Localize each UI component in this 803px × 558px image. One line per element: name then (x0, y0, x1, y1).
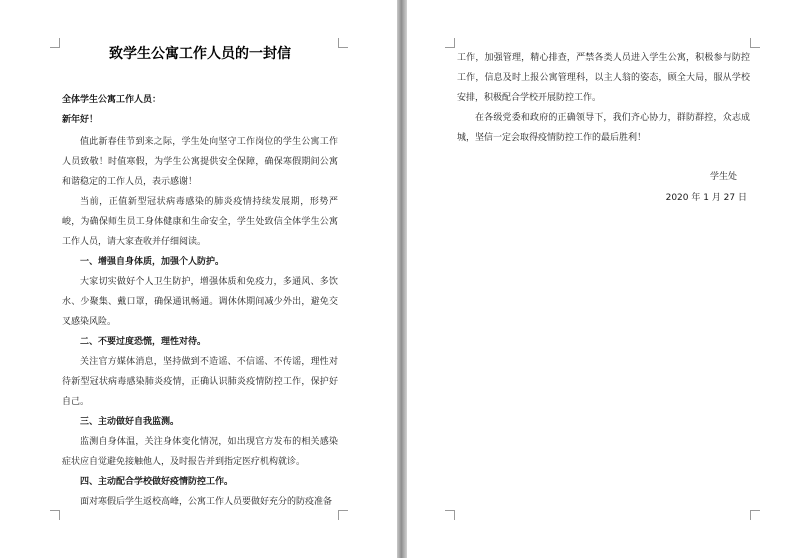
crop-mark-bottom-right (750, 510, 760, 520)
page-2 (407, 0, 803, 558)
section-4-heading: 四、主动配合学校做好疫情防控工作。 (80, 477, 234, 487)
section-4-body-start: 面对寒假后学生返校高峰，公寓工作人员要做好充分的防疫准备 (80, 497, 333, 507)
document-date: 2020 年 1 月 27 日 (665, 193, 747, 203)
crop-mark-top-left (50, 38, 60, 48)
crop-mark-bottom-right (338, 510, 348, 520)
greeting: 新年好！ (62, 115, 99, 125)
signature: 学生处 (709, 172, 737, 182)
section-1-heading: 一、增强自身体质，加强个人防护。 (80, 257, 225, 267)
paragraph-situation: 当前，正值新型冠状病毒感染的肺炎疫情持续发展期，形势严峻，为确保师生员工身体健康和生命安全，学生处致信全体学生公寓工作人员，请大家查收并仔细阅读。 (62, 197, 338, 247)
document-title: 致学生公寓工作人员的一封信 (109, 46, 291, 62)
section-2-body: 关注官方媒体消息，坚持做到不造谣、不信谣、不传谣，理性对待新型冠状病毒感染肺炎疫情，正确认识肺炎疫情防控工作，保护好自己。 (62, 357, 338, 407)
crop-mark-top-left (445, 38, 455, 48)
crop-mark-top-right (338, 38, 348, 48)
salutation: 全体学生公寓工作人员： (62, 95, 162, 105)
crop-mark-bottom-left (445, 510, 455, 520)
section-1-body: 大家切实做好个人卫生防护，增强体质和免疫力，多通风、多饮水、少聚集、戴口罩，确保通讯畅通。调休休期间减少外出，避免交叉感染风险。 (62, 277, 338, 327)
section-2-heading: 二、不要过度恐慌，理性对待。 (80, 337, 207, 347)
section-3-heading: 三、主动做好自我监测。 (80, 417, 180, 427)
crop-mark-bottom-left (50, 510, 60, 520)
page-gutter (397, 0, 407, 558)
page-1 (0, 0, 397, 558)
section-3-body: 监测自身体温，关注身体变化情况，如出现官方发布的相关感染症状应自觉避免接触他人，及时报告并到指定医疗机构就诊。 (62, 437, 338, 467)
paragraph-opening: 值此新春佳节到来之际，学生处向坚守工作岗位的学生公寓工作人员致敬！时值寒假，为学生公寓提供安全保障，确保寒假期间公寓和谐稳定的工作人员，表示感谢！ (62, 137, 338, 187)
crop-mark-top-right (750, 38, 760, 48)
paragraph-closing: 在各级党委和政府的正确领导下，我们齐心协力，群防群控，众志成城，坚信一定会取得疫情防控工作的最后胜利！ (457, 113, 750, 143)
section-4-body-continued: 工作，加强管理，精心排查，严禁各类人员进入学生公寓，积极参与防控工作，信息及时上报公寓管理科，以主人翁的姿态，顾全大局，服从学校安排，积极配合学校开展防控工作。 (457, 53, 750, 103)
